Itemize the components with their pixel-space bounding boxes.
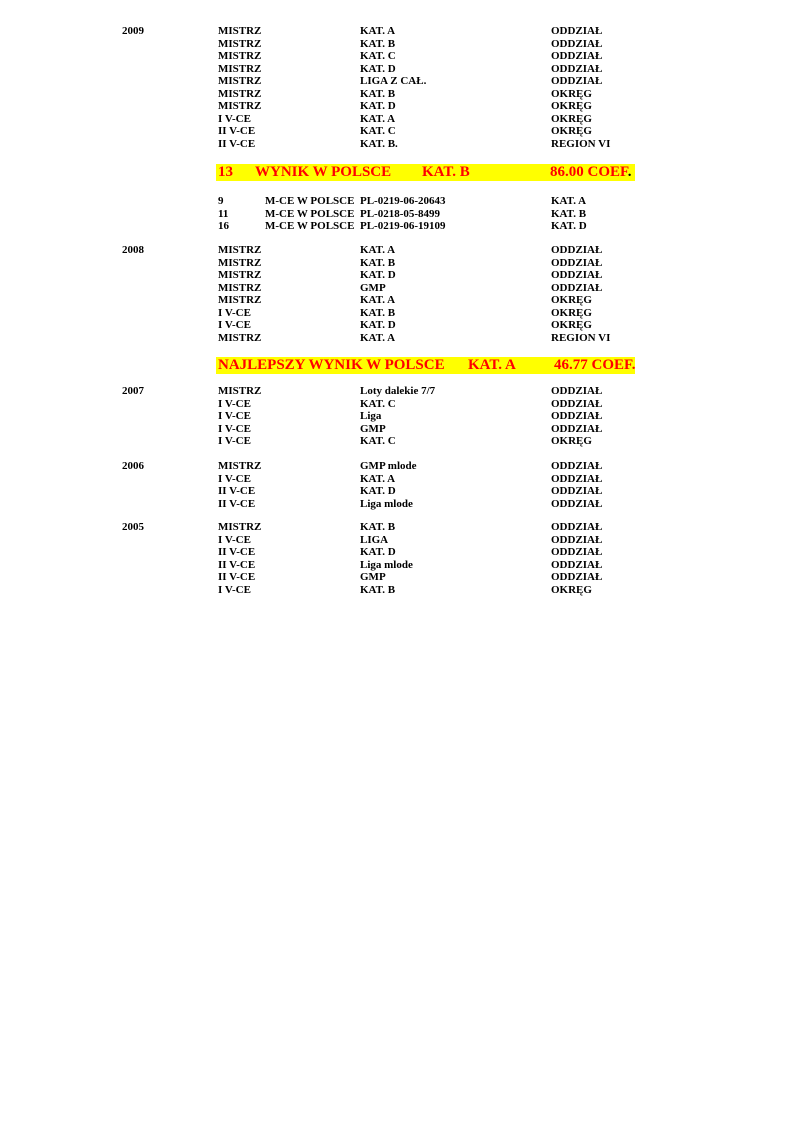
level-cell: ODDZIAŁ — [551, 460, 603, 472]
result-row — [0, 534, 800, 546]
result-row — [0, 257, 800, 269]
result-row — [0, 100, 800, 112]
level-cell: ODDZIAŁ — [551, 244, 603, 256]
title-cell: I V-CE — [218, 533, 251, 546]
category-cell: GMP mlode — [360, 460, 417, 472]
title-cell: MISTRZ — [218, 521, 262, 533]
category-cell: KAT. C — [360, 435, 396, 447]
ring-number-cell: PL-0219-06-20643 — [360, 195, 446, 207]
category-cell: GMP — [360, 281, 386, 294]
category-cell: KAT. B. — [360, 137, 398, 150]
title-cell: I V-CE — [218, 422, 251, 435]
level-cell: ODDZIAŁ — [551, 37, 603, 50]
highlight-category: KAT. B — [422, 164, 470, 180]
result-row — [0, 307, 800, 319]
title-cell: II V-CE — [218, 497, 256, 510]
level-cell: OKRĘG — [551, 319, 592, 331]
level-cell: ODDZIAŁ — [551, 256, 603, 269]
result-row — [0, 50, 800, 62]
result-row — [0, 282, 800, 294]
title-cell: MISTRZ — [218, 460, 262, 472]
year-label: 2008 — [122, 244, 144, 256]
result-row — [0, 546, 800, 558]
year-label: 2009 — [122, 25, 144, 37]
title-cell: II V-CE — [218, 546, 256, 558]
year-label: 2006 — [122, 460, 144, 472]
category-cell: KAT. D — [360, 319, 396, 331]
category-cell: GMP — [360, 422, 386, 435]
level-cell: ODDZIAŁ — [551, 485, 603, 497]
title-cell: MISTRZ — [218, 62, 262, 75]
title-cell: II V-CE — [218, 485, 256, 497]
level-cell: ODDZIAŁ — [551, 50, 603, 62]
highlight-banner-2009 — [216, 164, 635, 181]
level-cell: OKRĘG — [551, 294, 592, 306]
highlight-category: KAT. A — [468, 357, 516, 373]
title-cell: I V-CE — [218, 112, 251, 125]
level-cell: ODDZIAŁ — [551, 521, 603, 533]
category-cell: KAT. B — [360, 37, 396, 50]
result-row — [0, 385, 800, 397]
result-row — [0, 113, 800, 125]
highlight-coef — [550, 164, 632, 181]
category-cell: KAT. D — [360, 546, 396, 558]
category-cell: KAT. C — [360, 397, 396, 410]
title-cell: MISTRZ — [218, 50, 262, 62]
category-cell: KAT. B — [360, 306, 396, 319]
level-cell: ODDZIAŁ — [551, 385, 603, 397]
title-cell: MISTRZ — [218, 37, 262, 50]
category-cell: KAT. A — [551, 195, 587, 207]
level-cell: ODDZIAŁ — [551, 62, 603, 75]
title-cell: I V-CE — [218, 472, 251, 485]
result-row — [0, 269, 800, 281]
result-row — [0, 423, 800, 435]
year-label: 2007 — [122, 385, 144, 397]
result-row — [0, 584, 800, 596]
result-row — [0, 332, 800, 344]
level-cell: ODDZIAŁ — [551, 571, 603, 583]
category-cell: KAT. A — [360, 244, 396, 256]
poland-result-row — [0, 208, 800, 220]
title-cell: I V-CE — [218, 319, 251, 331]
level-cell: ODDZIAŁ — [551, 558, 603, 571]
category-cell: KAT. B — [360, 521, 396, 533]
result-row — [0, 63, 800, 75]
level-cell: ODDZIAŁ — [551, 497, 603, 510]
poland-result-row — [0, 220, 800, 232]
title-cell: MISTRZ — [218, 256, 262, 269]
category-cell: GMP — [360, 571, 386, 583]
level-cell: ODDZIAŁ — [551, 422, 603, 435]
result-row — [0, 559, 800, 571]
result-row — [0, 25, 800, 37]
level-cell: ODDZIAŁ — [551, 533, 603, 546]
result-row — [0, 435, 800, 447]
level-cell: OKRĘG — [551, 306, 592, 319]
category-cell: Liga mlode — [360, 558, 413, 571]
place-cell: 16 — [218, 220, 229, 232]
title-cell: I V-CE — [218, 435, 251, 447]
category-cell: KAT. D — [360, 100, 396, 112]
title-cell: MISTRZ — [218, 294, 262, 306]
highlight-text: WYNIK W POLSCE — [255, 164, 392, 180]
ring-number-cell: PL-0219-06-19109 — [360, 220, 446, 232]
title-cell: MISTRZ — [218, 385, 262, 397]
title-cell: II V-CE — [218, 125, 256, 137]
title-cell: MISTRZ — [218, 331, 262, 344]
level-cell: ODDZIAŁ — [551, 397, 603, 410]
result-row — [0, 460, 800, 472]
title-cell: I V-CE — [218, 306, 251, 319]
result-row — [0, 521, 800, 533]
result-row — [0, 571, 800, 583]
year-label: 2005 — [122, 521, 144, 533]
category-cell: KAT. A — [360, 25, 396, 37]
title-cell: I V-CE — [218, 410, 251, 422]
highlight-place: 13 — [218, 164, 233, 180]
result-row — [0, 319, 800, 331]
level-cell: ODDZIAŁ — [551, 269, 603, 281]
level-cell: ODDZIAŁ — [551, 546, 603, 558]
title-cell: M-CE W POLSCE — [265, 195, 355, 207]
result-row — [0, 38, 800, 50]
title-cell: I V-CE — [218, 583, 251, 596]
title-cell: MISTRZ — [218, 244, 262, 256]
title-cell: M-CE W POLSCE — [265, 220, 355, 232]
highlight-banner-2008 — [216, 357, 635, 374]
category-cell: Loty dalekie 7/7 — [360, 385, 436, 397]
category-cell: KAT. D — [360, 485, 396, 497]
level-cell: OKRĘG — [551, 435, 592, 447]
level-cell: OKRĘG — [551, 87, 592, 100]
level-cell: ODDZIAŁ — [551, 472, 603, 485]
result-row — [0, 398, 800, 410]
category-cell: LIGA — [360, 533, 389, 546]
level-cell: OKRĘG — [551, 100, 592, 112]
level-cell: OKRĘG — [551, 125, 592, 137]
highlight-coef-dot: . — [627, 164, 632, 180]
result-row — [0, 88, 800, 100]
title-cell: II V-CE — [218, 571, 256, 583]
highlight-coef-value: 86.00 COEF — [550, 164, 628, 180]
category-cell: KAT. A — [360, 472, 396, 485]
category-cell: KAT. B — [551, 207, 587, 220]
title-cell: MISTRZ — [218, 87, 262, 100]
category-cell: KAT. B — [360, 583, 396, 596]
title-cell: I V-CE — [218, 397, 251, 410]
category-cell: KAT. A — [360, 331, 396, 344]
level-cell: ODDZIAŁ — [551, 281, 603, 294]
category-cell: KAT. D — [551, 220, 587, 232]
poland-result-row — [0, 195, 800, 207]
category-cell: KAT. C — [360, 125, 396, 137]
level-cell: REGION VI — [551, 331, 611, 344]
category-cell: KAT. A — [360, 294, 396, 306]
highlight-coef: 46.77 COEF. — [554, 357, 636, 373]
level-cell: ODDZIAŁ — [551, 410, 603, 422]
category-cell: Liga — [360, 410, 382, 422]
title-cell: MISTRZ — [218, 100, 262, 112]
place-cell: 11 — [218, 207, 229, 220]
category-cell: KAT. B — [360, 87, 396, 100]
highlight-text: NAJLEPSZY WYNIK W POLSCE — [218, 357, 445, 373]
category-cell: LIGA Z CAŁ. — [360, 75, 427, 87]
category-cell: KAT. C — [360, 50, 396, 62]
result-row — [0, 75, 800, 87]
result-row — [0, 473, 800, 485]
category-cell: Liga mlode — [360, 497, 413, 510]
level-cell: ODDZIAŁ — [551, 75, 603, 87]
title-cell: II V-CE — [218, 137, 256, 150]
title-cell: II V-CE — [218, 558, 256, 571]
place-cell: 9 — [218, 195, 224, 207]
level-cell: OKRĘG — [551, 112, 592, 125]
category-cell: KAT. D — [360, 62, 396, 75]
category-cell: KAT. A — [360, 112, 396, 125]
result-row — [0, 498, 800, 510]
category-cell: KAT. B — [360, 256, 396, 269]
result-row — [0, 138, 800, 150]
result-row — [0, 294, 800, 306]
title-cell: MISTRZ — [218, 269, 262, 281]
title-cell: MISTRZ — [218, 281, 262, 294]
result-row — [0, 125, 800, 137]
title-cell: MISTRZ — [218, 25, 262, 37]
result-row — [0, 244, 800, 256]
level-cell: REGION VI — [551, 137, 611, 150]
result-row — [0, 485, 800, 497]
category-cell: KAT. D — [360, 269, 396, 281]
title-cell: MISTRZ — [218, 75, 262, 87]
result-row — [0, 410, 800, 422]
level-cell: ODDZIAŁ — [551, 25, 603, 37]
ring-number-cell: PL-0218-05-8499 — [360, 207, 441, 220]
title-cell: M-CE W POLSCE — [265, 207, 355, 220]
level-cell: OKRĘG — [551, 583, 592, 596]
